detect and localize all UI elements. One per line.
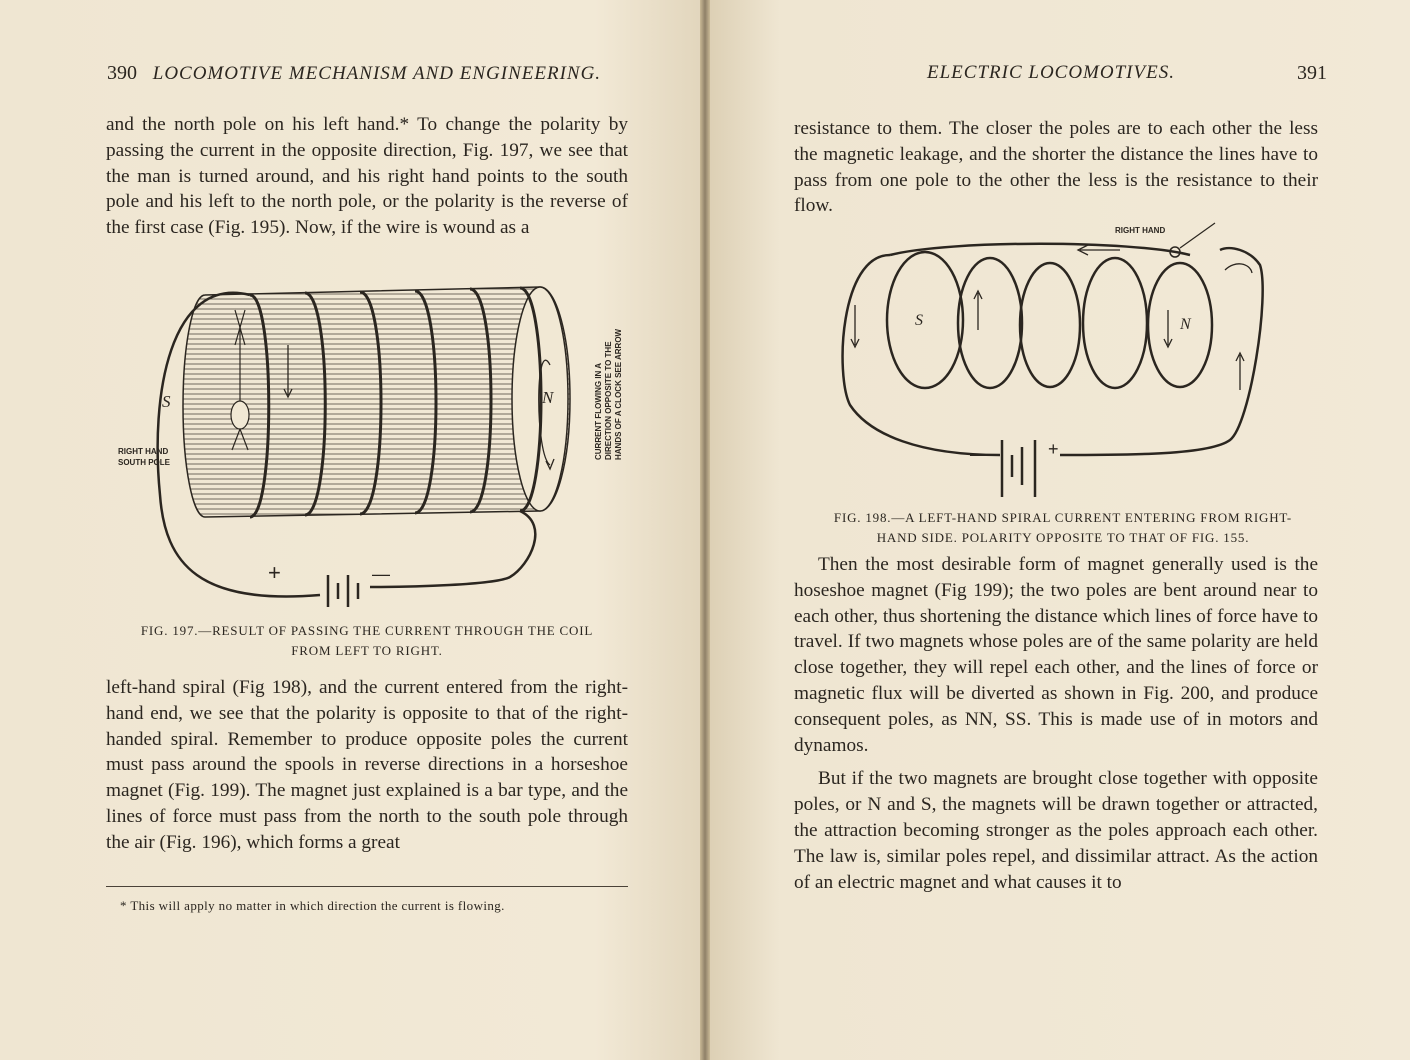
running-title: ELECTRIC LOCOMOTIVES. [927,62,1175,83]
left-page [0,0,700,1060]
side-note-line2: DIRECTION OPPOSITE TO THE [604,341,613,460]
south-pole-label: SOUTH POLE [118,458,171,467]
plus-sign: + [268,560,281,585]
right-paragraph-top [794,116,1318,219]
minus-sign: — [372,564,390,584]
pole-label-s: S [162,392,171,411]
figure-198-spiral-diagram [830,215,1280,505]
paragraph: and the north pole on his left hand.* To change the polarity by passing the current in the opposite direction, Fig. 197, we see that the man is turned around, and his right hand points to the south pole and his left to the north pole, or the polarity is the reverse of the first case (Fig. 195). Now, if the wire is wound as a [106,114,628,239]
running-title: LOCOMOTIVE MECHANISM AND ENGINEERING. [152,63,602,84]
minus-sign: — [970,444,988,464]
pole-label-s: S [915,312,923,329]
side-note-line1: CURRENT FLOWING IN A [594,362,603,460]
side-note-line3: HANDS OF A CLOCK SEE ARROW [614,328,623,460]
paragraph: resistance to them. The closer the poles are to each other the less the magnetic leakage, and the shorter the distance the lines have to pass from one pole to the other the less is the resistance to their flow. [794,118,1318,217]
page-number: 391 [1297,62,1327,84]
paragraph: Then the most desirable form of magnet generally used is the hoseshoe magnet (Fig 199); the two poles are bent around near to each other, thus shortening the distance which lines of force have to travel. If two magnets whose poles are of the same polarity are held close together, they will repel each other, and the lines of force or magnetic flux will be diverted as shown in Fig. 200, and produce consequent poles, as NN, SS. This is made use of in motors and dynamos. [794,554,1318,756]
right-hand-label: RIGHT HAND [1115,226,1166,235]
paragraph: But if the two magnets are brought close together with opposite poles, or N and S, the magnets will be drawn together or attracted, the attraction becoming stronger as the poles approach each other. The law is, similar poles repel, and dissimilar attract. As the action of an electric magnet and what causes it to [794,768,1318,893]
plus-sign: + [1048,439,1059,459]
left-paragraph-bottom [106,675,628,856]
page-number: 390 [107,62,137,84]
paragraph: left-hand spiral (Fig 198), and the current entered from the right-hand end, we see that the polarity is opposite to that of the right-handed spiral. Remember to produce opposite poles the current must pass around the spools in reverse directions in a horseshoe magnet (Fig. 199). The magnet just explained is a bar type, and the lines of force must pass from the north to the south pole through the air (Fig. 196), which forms a great [106,677,628,853]
right-page-header [927,62,1327,84]
pole-label-n: N [1180,316,1191,333]
figure-198-caption: FIG. 198.—A LEFT-HAND SPIRAL CURRENT ENTERING FROM RIGHT- HAND SIDE. POLARITY OPPOSITE TO THAT OF FIG. 155. [833,510,1293,545]
right-hand-label: RIGHT HAND [118,447,169,456]
right-page [710,0,1410,1060]
footnote-rule [106,886,628,887]
figure-197-caption: FIG. 197.—RESULT OF PASSING THE CURRENT THROUGH THE COIL FROM LEFT TO RIGHT. [140,623,594,658]
pole-label-n: N [542,388,554,407]
figure-197-coil-diagram [110,265,670,625]
footnote: * This will apply no matter in which direction the current is flowing. [120,898,505,913]
right-body-text [794,552,1318,895]
book-gutter [700,0,710,1060]
left-paragraph-top [106,112,628,241]
left-page-header [107,62,627,85]
